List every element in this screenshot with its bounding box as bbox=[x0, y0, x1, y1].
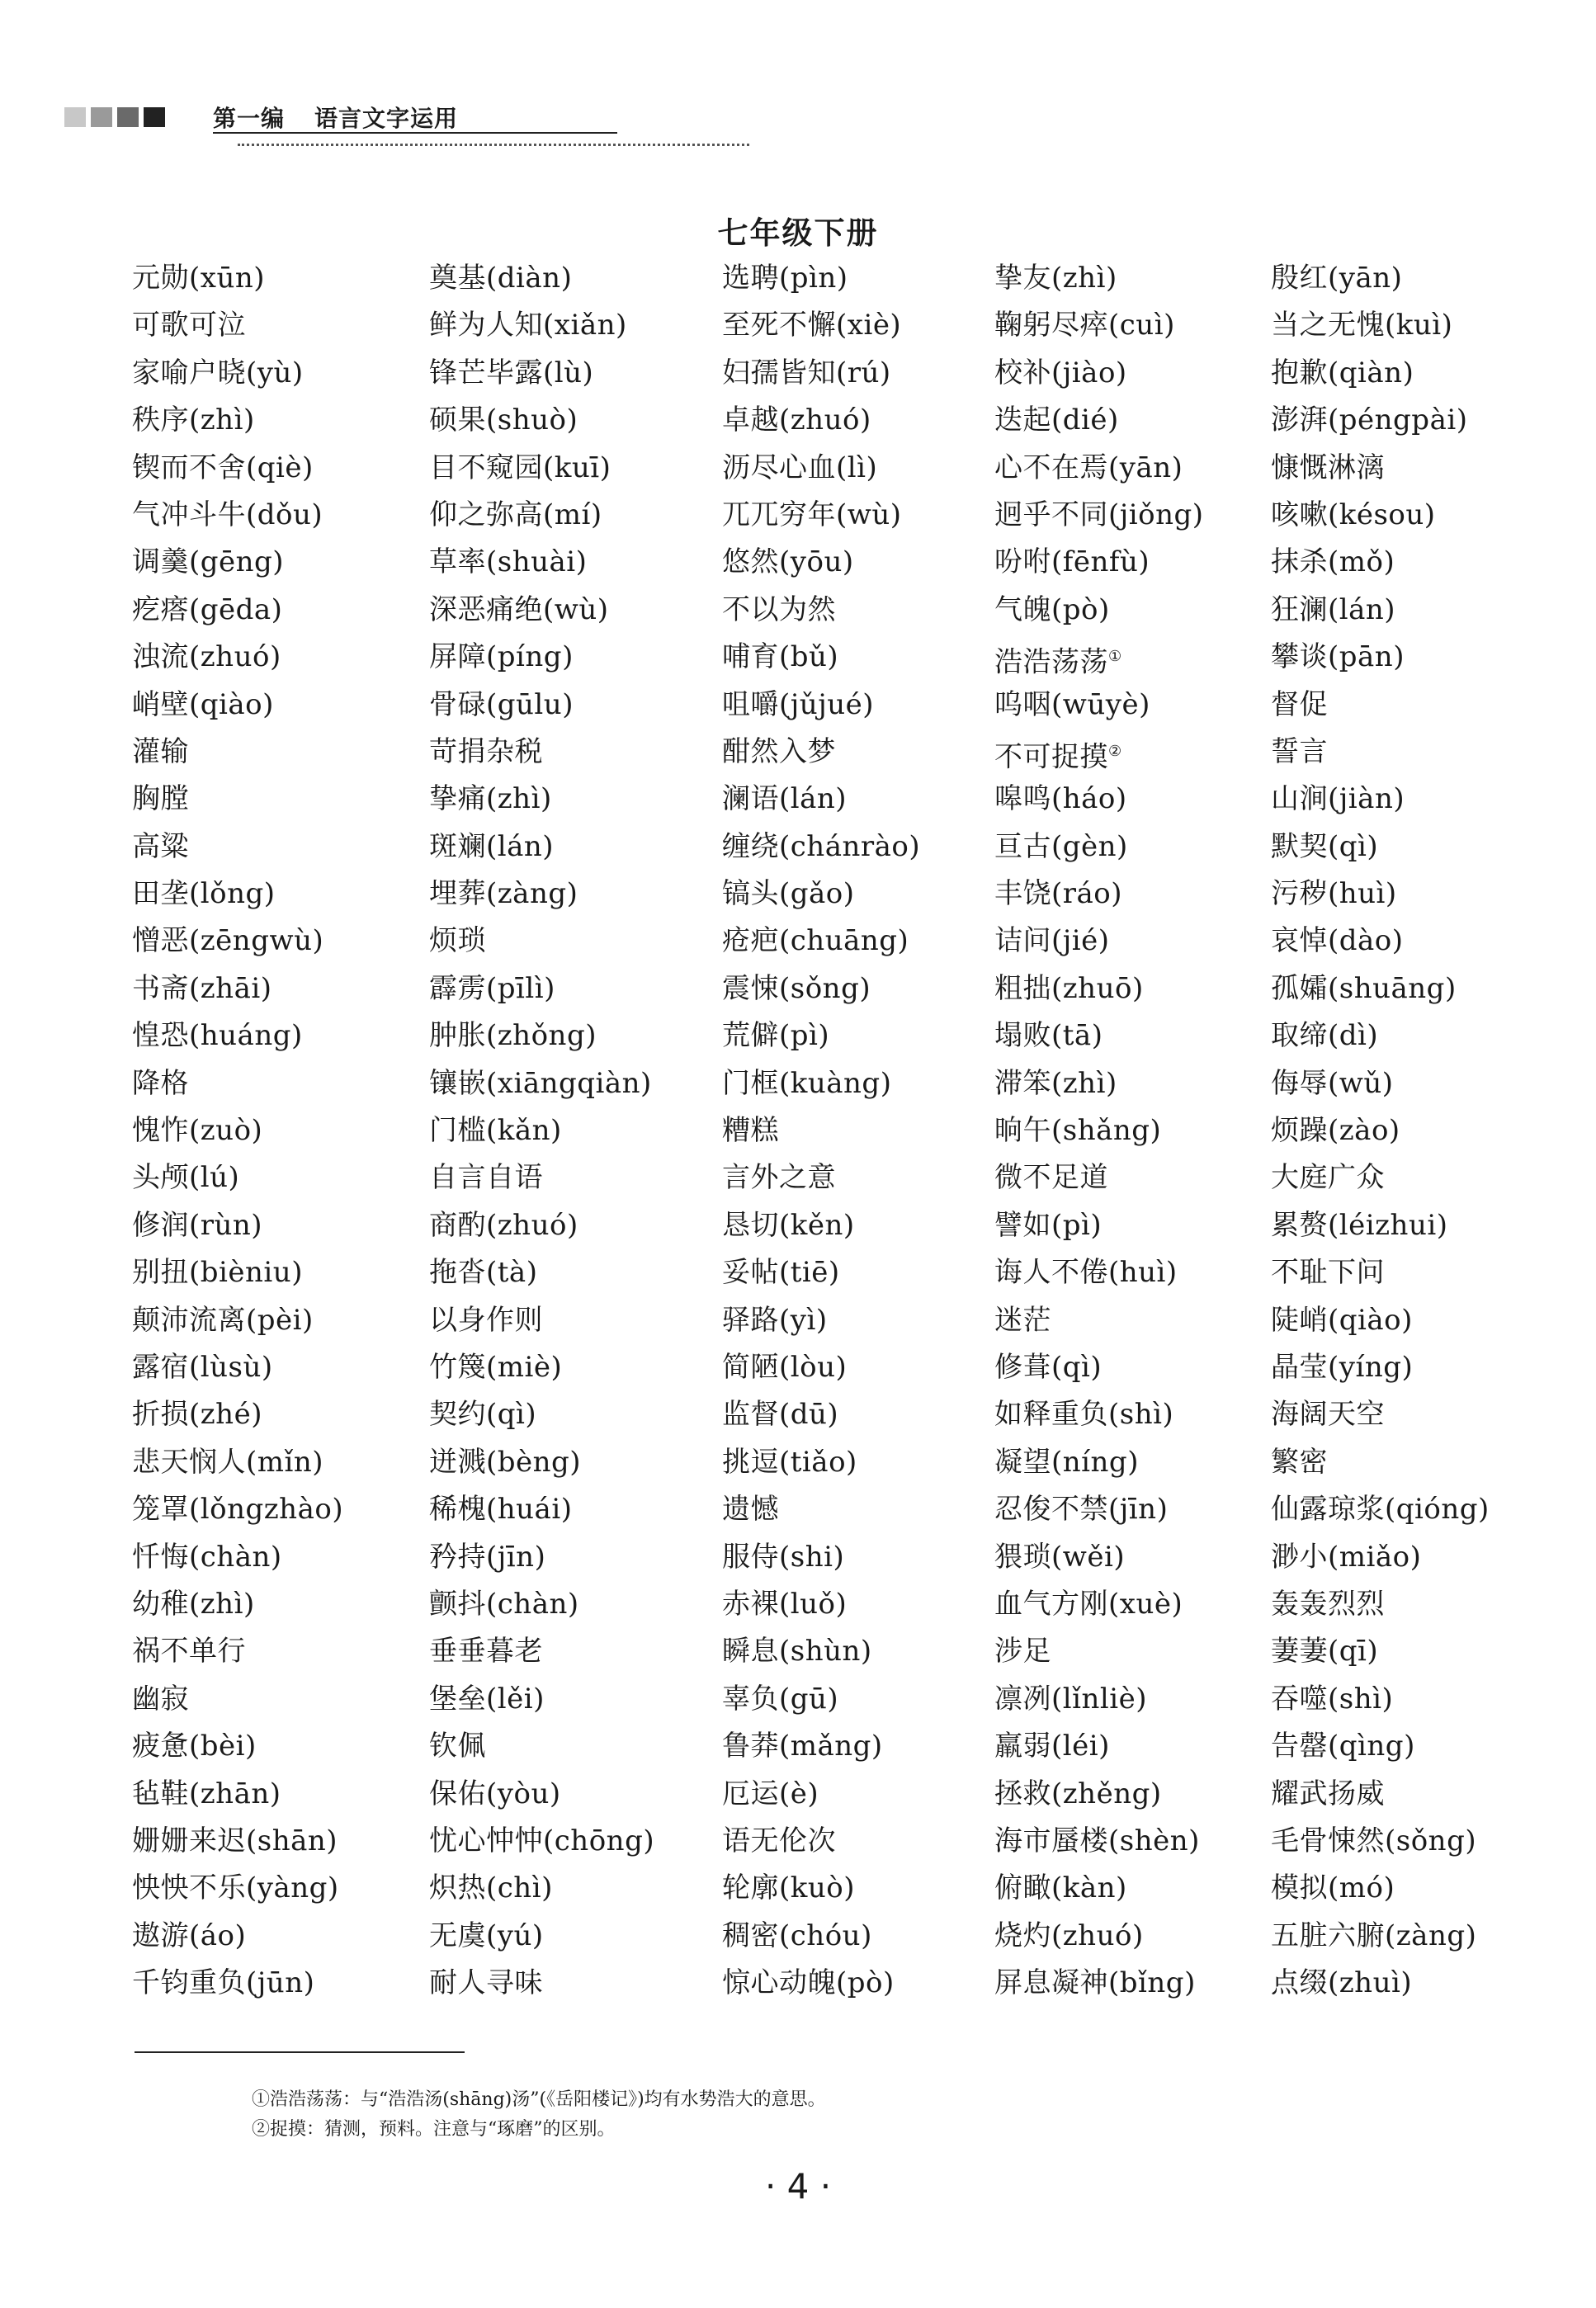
vocab-word: 监督(dū) bbox=[722, 1398, 839, 1432]
vocab-word: 孤孀(shuāng) bbox=[1271, 971, 1457, 1005]
vocab-word: 书斋(zhāi) bbox=[132, 971, 272, 1005]
vocab-word: 疮疤(chuāng) bbox=[722, 924, 909, 958]
vocab-word: 澜语(lán) bbox=[722, 782, 848, 816]
vocab-word: 千钧重负(jūn) bbox=[132, 1966, 315, 2000]
vocab-word: 忧心忡忡(chōng) bbox=[429, 1824, 655, 1857]
vocab-word: 忍俊不禁(jīn) bbox=[994, 1493, 1169, 1527]
vocab-word: 瞬息(shùn) bbox=[722, 1635, 872, 1668]
vocab-word: 污秽(huì) bbox=[1271, 877, 1397, 911]
vocab-word: 惊心动魄(pò) bbox=[722, 1966, 895, 2000]
vocab-word: 草率(shuài) bbox=[429, 545, 588, 579]
vocab-word: 头颅(lú) bbox=[132, 1161, 240, 1195]
vocab-word: 埋葬(zàng) bbox=[429, 877, 578, 911]
vocab-word: 羸弱(léi) bbox=[994, 1730, 1110, 1763]
vocab-word: 峭壁(qiào) bbox=[132, 687, 274, 721]
vocab-word: 憎恶(zēngwù) bbox=[132, 924, 324, 958]
header-decoration bbox=[64, 107, 165, 127]
vocab-word: 迷茫 bbox=[994, 1303, 1051, 1337]
vocab-word: 海阔天空 bbox=[1271, 1398, 1385, 1432]
vocab-word: 骨碌(gūlu) bbox=[429, 687, 574, 721]
vocab-word: 耀武扬威 bbox=[1271, 1777, 1385, 1810]
vocab-word: 修润(rùn) bbox=[132, 1208, 263, 1242]
vocab-word: 殷红(yān) bbox=[1271, 262, 1403, 295]
vocab-word: 陡峭(qiào) bbox=[1271, 1303, 1413, 1337]
vocab-word: 迭起(dié) bbox=[994, 404, 1119, 437]
vocab-word: 告罄(qìng) bbox=[1271, 1730, 1415, 1763]
page-title: 七年级下册 bbox=[717, 215, 879, 251]
vocab-word: 山涧(jiàn) bbox=[1271, 782, 1405, 816]
vocab-word: 五脏六腑(zàng) bbox=[1271, 1919, 1477, 1952]
vocab-word: 荒僻(pì) bbox=[722, 1019, 830, 1053]
vocab-word: 咀嚼(jǔjué) bbox=[722, 687, 875, 721]
vocab-word: 血气方刚(xuè) bbox=[994, 1587, 1183, 1621]
vocab-word: 狂澜(lán) bbox=[1271, 592, 1396, 626]
vocab-word: 兀兀穷年(wù) bbox=[722, 498, 902, 531]
vocab-word: 凝望(níng) bbox=[994, 1445, 1139, 1479]
vocab-word: 模拟(mó) bbox=[1271, 1871, 1395, 1905]
vocab-word: 镐头(gǎo) bbox=[722, 877, 855, 911]
vocab-word: 锋芒毕露(lù) bbox=[429, 356, 594, 389]
vocab-word: 语无伦次 bbox=[722, 1824, 836, 1857]
vocab-word: 至死不懈(xiè) bbox=[722, 309, 902, 342]
vocab-word: 露宿(lùsù) bbox=[132, 1350, 273, 1384]
vocab-word: 滞笨(zhì) bbox=[994, 1066, 1117, 1100]
vocab-word: 惶恐(huáng) bbox=[132, 1019, 303, 1053]
vocab-word: 祸不单行 bbox=[132, 1635, 246, 1668]
vocab-word: 拯救(zhěng) bbox=[994, 1777, 1162, 1810]
vocab-word: 挚痛(zhì) bbox=[429, 782, 552, 816]
vocab-word: 苛捐杂税 bbox=[429, 734, 543, 768]
vocab-word: 涉足 bbox=[994, 1635, 1051, 1668]
page-number: · 4 · bbox=[764, 2166, 832, 2207]
vocab-word: 高粱 bbox=[132, 829, 189, 863]
vocab-word: 心不在焉(yān) bbox=[994, 451, 1183, 484]
header-rule bbox=[213, 132, 617, 134]
vocab-word: 繁密 bbox=[1271, 1445, 1328, 1479]
header-section: 语言文字运用 bbox=[314, 105, 459, 132]
vocab-word: 俯瞰(kàn) bbox=[994, 1871, 1127, 1905]
vocab-word: 颤抖(chàn) bbox=[429, 1587, 579, 1621]
vocab-word: 保佑(yòu) bbox=[429, 1777, 561, 1810]
vocab-word: 仙露琼浆(qióng) bbox=[1271, 1493, 1490, 1527]
vocab-word: 沥尽心血(lì) bbox=[722, 451, 878, 484]
vocab-word: 妥帖(tiē) bbox=[722, 1256, 840, 1290]
vocab-word: 督促 bbox=[1271, 687, 1328, 721]
vocab-word: 目不窥园(kuī) bbox=[429, 451, 611, 484]
vocab-word: 烦琐 bbox=[429, 924, 486, 958]
vocab-word: 以身作则 bbox=[429, 1303, 543, 1337]
vocab-word: 门框(kuàng) bbox=[722, 1066, 892, 1100]
vocab-word: 糟糕 bbox=[722, 1114, 779, 1148]
vocab-word: 元勋(xūn) bbox=[132, 262, 265, 295]
vocabulary-grid bbox=[132, 257, 1551, 2009]
header-square bbox=[117, 107, 139, 127]
vocab-word: 诲人不倦(huì) bbox=[994, 1256, 1178, 1290]
vocab-word: 点缀(zhuì) bbox=[1271, 1966, 1413, 2000]
vocab-word: 大庭广众 bbox=[1271, 1161, 1385, 1195]
vocab-word: 笼罩(lǒngzhào) bbox=[132, 1493, 344, 1527]
vocab-word: 鞠躬尽瘁(cuì) bbox=[994, 309, 1175, 342]
vocab-word: 塌败(tā) bbox=[994, 1019, 1103, 1053]
vocab-word: 慷慨淋漓 bbox=[1271, 451, 1385, 484]
vocab-word: 契约(qì) bbox=[429, 1398, 537, 1432]
vocab-word: 不耻下问 bbox=[1271, 1256, 1385, 1290]
header-square bbox=[144, 107, 165, 127]
vocab-word: 竹篾(miè) bbox=[429, 1350, 563, 1384]
vocab-word: 吞噬(shì) bbox=[1271, 1682, 1394, 1716]
vocab-word: 厄运(è) bbox=[722, 1777, 819, 1810]
vocab-word: 稀槐(huái) bbox=[429, 1493, 573, 1527]
vocab-word: 嗥鸣(háo) bbox=[994, 782, 1127, 816]
vocab-word: 折损(zhé) bbox=[132, 1398, 262, 1432]
vocab-word: 驿路(yì) bbox=[722, 1303, 828, 1337]
vocab-word: 姗姗来迟(shān) bbox=[132, 1824, 338, 1857]
vocab-word: 迥乎不同(jiǒng) bbox=[994, 498, 1204, 531]
vocab-word: 服侍(shi) bbox=[722, 1540, 845, 1574]
vocab-word: 田垄(lǒng) bbox=[132, 877, 276, 911]
vocab-word: 不可捉摸② bbox=[994, 740, 1122, 774]
vocab-word: 校补(jiào) bbox=[994, 356, 1127, 389]
vocab-word: 迸溅(bèng) bbox=[429, 1445, 582, 1479]
vocab-word: 哀悼(dào) bbox=[1271, 924, 1404, 958]
vocab-word: 气冲斗牛(dǒu) bbox=[132, 498, 323, 531]
vocab-word: 悠然(yōu) bbox=[722, 545, 854, 579]
vocab-word: 呜咽(wūyè) bbox=[994, 687, 1150, 721]
vocab-word: 炽热(chì) bbox=[429, 1871, 553, 1905]
vocab-word: 矜持(jīn) bbox=[429, 1540, 546, 1574]
vocab-word: 怏怏不乐(yàng) bbox=[132, 1871, 339, 1905]
vocab-word: 攀谈(pān) bbox=[1271, 640, 1405, 674]
vocab-word: 咳嗽(késou) bbox=[1271, 498, 1436, 531]
vocab-word: 轮廓(kuò) bbox=[722, 1871, 855, 1905]
vocab-word: 斑斓(lán) bbox=[429, 829, 555, 863]
vocab-word: 硕果(shuò) bbox=[429, 404, 578, 437]
vocab-word: 疙瘩(gēda) bbox=[132, 592, 283, 626]
vocab-word: 缠绕(chánrào) bbox=[722, 829, 921, 863]
vocab-word: 深恶痛绝(wù) bbox=[429, 592, 609, 626]
vocab-word: 微不足道 bbox=[994, 1161, 1108, 1195]
vocab-word: 锲而不舍(qiè) bbox=[132, 451, 314, 484]
vocab-word: 譬如(pì) bbox=[994, 1208, 1103, 1242]
vocab-word: 幽寂 bbox=[132, 1682, 189, 1716]
vocab-word: 屏息凝神(bǐng) bbox=[994, 1966, 1196, 2000]
vocab-word: 粗拙(zhuō) bbox=[994, 971, 1144, 1005]
vocab-word: 震悚(sǒng) bbox=[722, 971, 871, 1005]
vocab-word: 商酌(zhuó) bbox=[429, 1208, 578, 1242]
vocab-word: 钦佩 bbox=[429, 1730, 486, 1763]
vocab-word: 修葺(qì) bbox=[994, 1350, 1103, 1384]
footnote: ②捉摸：猜测，预料。注意与“琢磨”的区别。 bbox=[252, 2119, 616, 2140]
vocab-word: 澎湃(péngpài) bbox=[1271, 404, 1468, 437]
vocab-word: 毛骨悚然(sǒng) bbox=[1271, 1824, 1477, 1857]
vocab-word: 哺育(bǔ) bbox=[722, 640, 839, 674]
header-part: 第一编 bbox=[213, 105, 286, 132]
vocab-word: 浩浩荡荡① bbox=[994, 645, 1122, 679]
vocab-word: 挚友(zhì) bbox=[994, 262, 1117, 295]
vocab-word: 自言自语 bbox=[429, 1161, 543, 1195]
vocab-word: 卓越(zhuó) bbox=[722, 404, 871, 437]
vocab-word: 镶嵌(xiāngqiàn) bbox=[429, 1066, 652, 1100]
vocab-word: 别扭(bièniu) bbox=[132, 1256, 303, 1290]
footnotes bbox=[252, 2085, 826, 2145]
vocab-word: 海市蜃楼(shèn) bbox=[994, 1824, 1200, 1857]
header-text bbox=[213, 101, 458, 134]
vocab-word: 幼稚(zhì) bbox=[132, 1587, 255, 1621]
vocab-word: 忏悔(chàn) bbox=[132, 1540, 282, 1574]
vocab-word: 灌输 bbox=[132, 734, 189, 768]
vocab-word: 如释重负(shì) bbox=[994, 1398, 1174, 1432]
vocab-word: 凛冽(lǐnliè) bbox=[994, 1682, 1148, 1716]
vocab-word: 遨游(áo) bbox=[132, 1919, 247, 1952]
vocab-word: 调羹(gēng) bbox=[132, 545, 285, 579]
vocab-word: 肿胀(zhǒng) bbox=[429, 1019, 597, 1053]
header-square bbox=[91, 107, 112, 127]
vocab-word: 仰之弥高(mí) bbox=[429, 498, 602, 531]
footnote: ①浩浩荡荡：与“浩浩汤(shāng)汤”(《岳阳楼记》)均有水势浩大的意思。 bbox=[252, 2089, 826, 2110]
page-header bbox=[64, 99, 692, 149]
vocab-word: 屏障(píng) bbox=[429, 640, 574, 674]
vocab-word: 选聘(pìn) bbox=[722, 262, 848, 295]
vocab-word: 简陋(lòu) bbox=[722, 1350, 848, 1384]
vocab-word: 挑逗(tiǎo) bbox=[722, 1445, 857, 1479]
vocab-word: 猥琐(wěi) bbox=[994, 1540, 1126, 1574]
vocab-word: 鲜为人知(xiǎn) bbox=[429, 309, 627, 342]
vocab-word: 亘古(gèn) bbox=[994, 829, 1128, 863]
vocab-word: 疲惫(bèi) bbox=[132, 1730, 257, 1763]
vocab-word: 胸膛 bbox=[132, 782, 189, 816]
vocab-word: 妇孺皆知(rú) bbox=[722, 356, 891, 389]
vocab-word: 拖沓(tà) bbox=[429, 1256, 538, 1290]
vocab-word: 取缔(dì) bbox=[1271, 1019, 1379, 1053]
vocab-word: 奠基(diàn) bbox=[429, 262, 573, 295]
header-dotted-rule bbox=[238, 144, 749, 146]
vocab-word: 可歌可泣 bbox=[132, 309, 246, 342]
vocab-word: 侮辱(wǔ) bbox=[1271, 1066, 1394, 1100]
vocab-word: 累赘(léizhui) bbox=[1271, 1208, 1448, 1242]
header-square bbox=[64, 107, 86, 127]
vocab-word: 誓言 bbox=[1271, 734, 1328, 768]
vocab-word: 默契(qì) bbox=[1271, 829, 1379, 863]
vocab-word: 抹杀(mǒ) bbox=[1271, 545, 1395, 579]
vocab-word: 垂垂暮老 bbox=[429, 1635, 543, 1668]
vocab-word: 毡鞋(zhān) bbox=[132, 1777, 281, 1810]
vocab-word: 烧灼(zhuó) bbox=[994, 1919, 1144, 1952]
vocab-word: 鲁莽(mǎng) bbox=[722, 1730, 883, 1763]
vocab-word: 抱歉(qiàn) bbox=[1271, 356, 1414, 389]
vocab-word: 萋萋(qī) bbox=[1271, 1635, 1379, 1668]
vocab-word: 无虞(yú) bbox=[429, 1919, 544, 1952]
vocab-word: 悲天悯人(mǐn) bbox=[132, 1445, 324, 1479]
vocab-word: 霹雳(pīlì) bbox=[429, 971, 555, 1005]
vocab-word: 吩咐(fēnfù) bbox=[994, 545, 1150, 579]
vocab-word: 渺小(miǎo) bbox=[1271, 1540, 1422, 1574]
vocab-word: 门槛(kǎn) bbox=[429, 1114, 562, 1148]
vocab-word: 酣然入梦 bbox=[722, 734, 836, 768]
vocab-word: 辜负(gū) bbox=[722, 1682, 839, 1716]
vocab-word: 家喻户晓(yù) bbox=[132, 356, 304, 389]
vocab-word: 稠密(chóu) bbox=[722, 1919, 872, 1952]
vocab-word: 诘问(jié) bbox=[994, 924, 1110, 958]
vocab-word: 耐人寻味 bbox=[429, 1966, 543, 2000]
vocab-word: 堡垒(lěi) bbox=[429, 1682, 545, 1716]
vocab-word: 气魄(pò) bbox=[994, 592, 1110, 626]
vocab-word: 降格 bbox=[132, 1066, 189, 1100]
footnote-rule bbox=[135, 2051, 465, 2053]
vocab-word: 晌午(shǎng) bbox=[994, 1114, 1162, 1148]
vocab-word: 赤裸(luǒ) bbox=[722, 1587, 848, 1621]
vocab-word: 遗憾 bbox=[722, 1493, 779, 1527]
vocab-word: 丰饶(ráo) bbox=[994, 877, 1123, 911]
vocab-word: 颠沛流离(pèi) bbox=[132, 1303, 314, 1337]
vocab-word: 不以为然 bbox=[722, 592, 836, 626]
vocab-word: 烦躁(zào) bbox=[1271, 1114, 1400, 1148]
vocab-word: 愧怍(zuò) bbox=[132, 1114, 263, 1148]
vocab-word: 言外之意 bbox=[722, 1161, 836, 1195]
vocab-word: 晶莹(yíng) bbox=[1271, 1350, 1414, 1384]
vocab-word: 轰轰烈烈 bbox=[1271, 1587, 1385, 1621]
vocab-word: 当之无愧(kuì) bbox=[1271, 309, 1453, 342]
vocab-word: 恳切(kěn) bbox=[722, 1208, 855, 1242]
vocab-word: 秩序(zhì) bbox=[132, 404, 255, 437]
vocab-word: 浊流(zhuó) bbox=[132, 640, 281, 674]
